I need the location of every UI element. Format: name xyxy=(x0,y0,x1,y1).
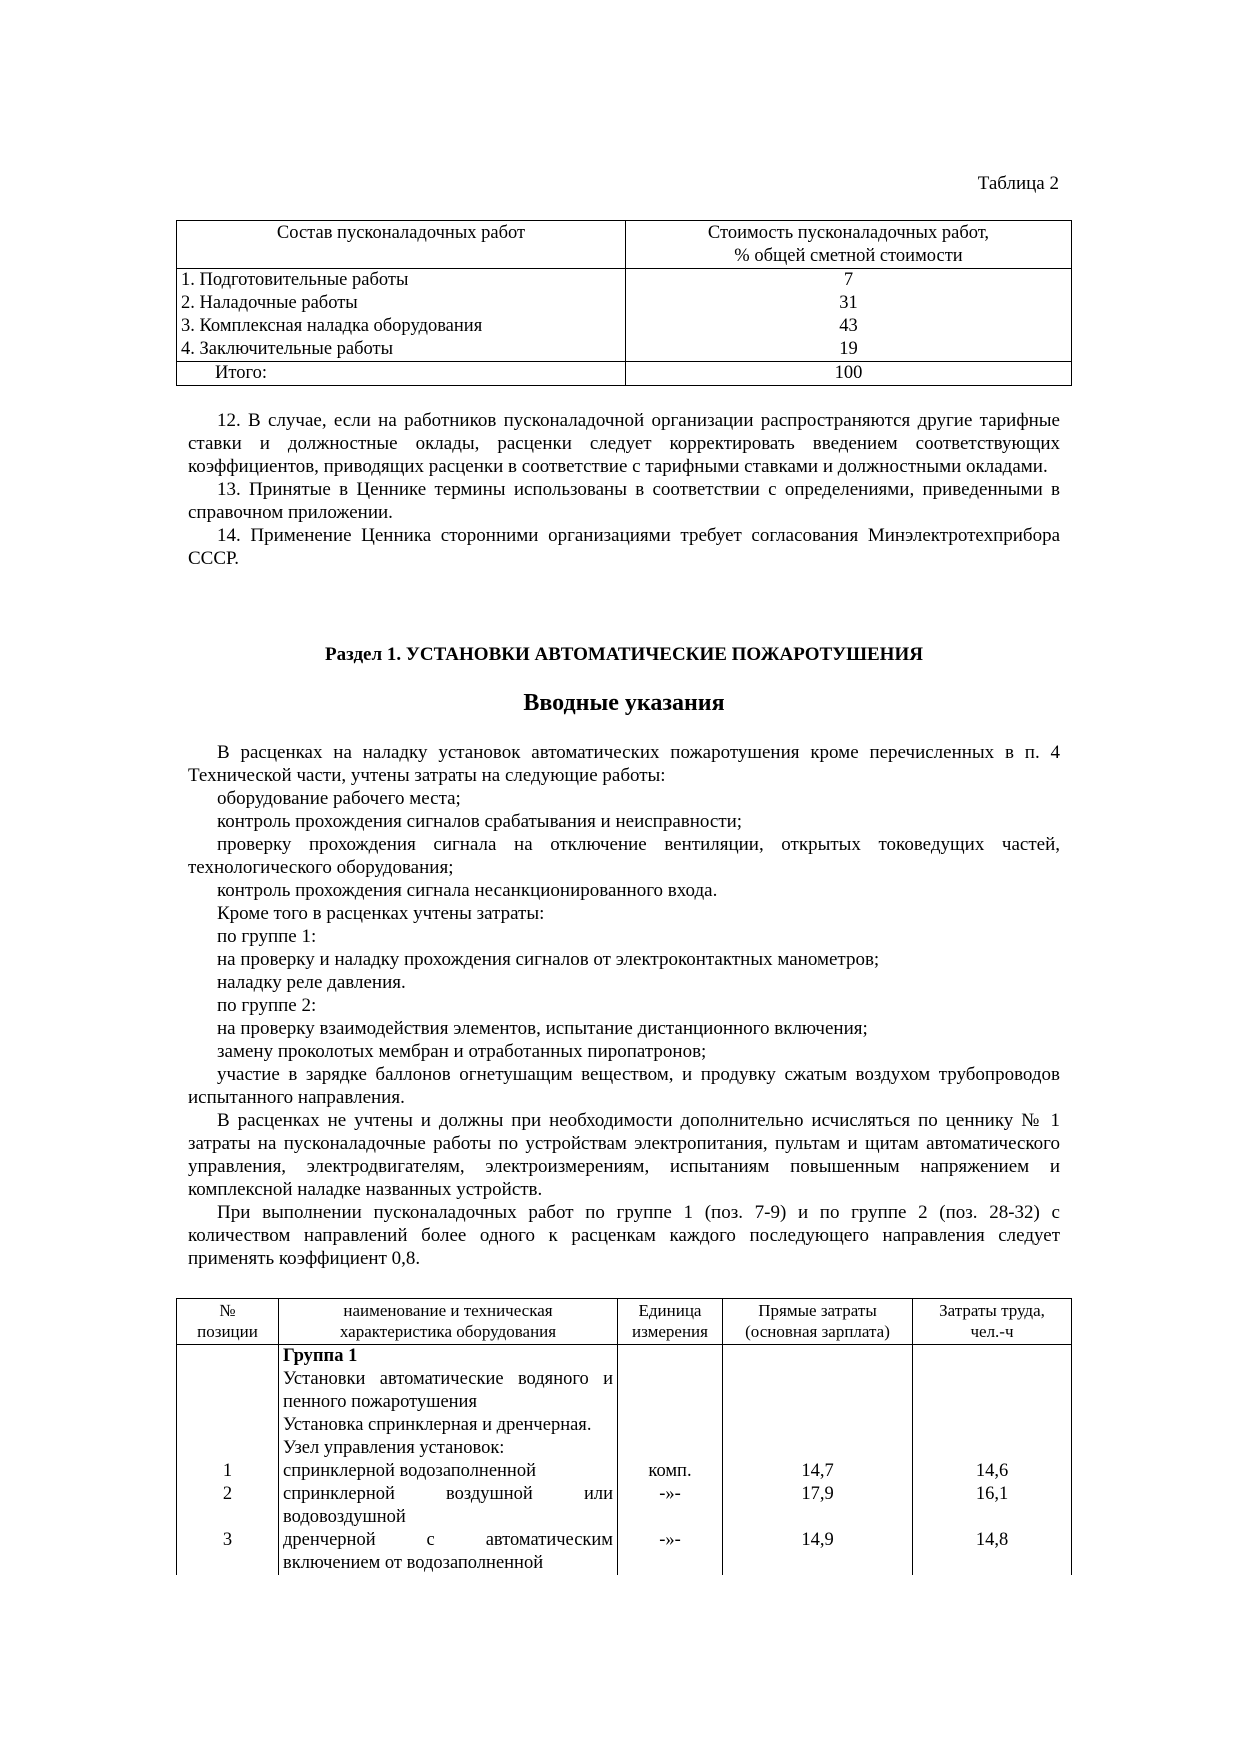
group-line: Узел управления установок: xyxy=(283,1438,505,1458)
header-labor-line2: чел.-ч xyxy=(970,1322,1014,1341)
row-name: спринклерной водозаполненной xyxy=(279,1460,618,1483)
row-name: дренчерной с автоматическим включением от водозаполненной xyxy=(279,1529,618,1575)
table-row xyxy=(177,292,1072,315)
intro-paragraph: по группе 2: xyxy=(217,995,317,1016)
table-row xyxy=(177,338,1072,362)
row-label: 4. Заключительные работы xyxy=(177,338,626,362)
price-table xyxy=(176,1298,1072,1575)
row-label: 1. Подготовительные работы xyxy=(177,269,626,293)
row-value: 7 xyxy=(626,269,1072,293)
intro-paragraph: контроль прохождения сигналов срабатывания и неисправности; xyxy=(217,811,743,832)
row-labor-costs: 14,6 xyxy=(913,1460,1072,1483)
price-table-header xyxy=(177,1299,1072,1345)
table-row xyxy=(177,1529,1072,1575)
section-heading: Раздел 1. УСТАНОВКИ АВТОМАТИЧЕСКИЕ ПОЖАРОТУШЕНИЯ xyxy=(325,644,923,665)
row-position: 1 xyxy=(177,1460,279,1483)
group-title: Группа 1 xyxy=(283,1346,358,1366)
introductory-notes xyxy=(188,741,1060,1270)
row-position: 3 xyxy=(177,1529,279,1575)
intro-paragraph: оборудование рабочего места; xyxy=(217,788,461,809)
header-cost-share-line1: Стоимость пусконаладочных работ, xyxy=(707,223,990,243)
intro-paragraph: проверку прохождения сигнала на отключение вентиляции, открытых токоведущих частей, технологического оборудования; xyxy=(188,834,1060,878)
cost-structure-table xyxy=(176,220,1072,386)
intro-paragraph: замену проколотых мембран и отработанных пиропатронов; xyxy=(217,1041,707,1062)
header-position-line2: позиции xyxy=(197,1322,258,1341)
table-row xyxy=(177,315,1072,338)
header-works-composition: Состав пусконаладочных работ xyxy=(177,221,626,269)
header-direct-costs xyxy=(723,1299,913,1345)
table-caption: Таблица 2 xyxy=(977,173,1059,194)
row-direct-costs: 14,7 xyxy=(723,1460,913,1483)
row-value: 31 xyxy=(626,292,1072,315)
header-unit-line2: измерения xyxy=(632,1322,708,1341)
paragraph: 14. Применение Ценника сторонними организациями требует согласования Минэлектротехприбора СССР. xyxy=(188,525,1060,569)
header-position xyxy=(177,1299,279,1345)
row-unit: комп. xyxy=(618,1460,723,1483)
row-unit: -»- xyxy=(618,1483,723,1529)
row-value: 19 xyxy=(626,338,1072,362)
paragraph: 13. Принятые в Ценнике термины использованы в соответствии с определениями, приведенными в справочном приложении. xyxy=(188,479,1060,523)
group-line: Установка спринклерная и дренчерная. xyxy=(283,1415,592,1435)
group-line: Установки автоматические водяного и пенного пожаротушения xyxy=(283,1369,613,1412)
header-name-line1: наименование и техническая xyxy=(343,1301,553,1320)
intro-paragraph: В расценках на наладку установок автоматических пожаротушения кроме перечисленных в п. 4 Технической части, учтены затраты на следующие работы: xyxy=(188,742,1060,786)
header-labor-costs xyxy=(913,1299,1072,1345)
row-label: 2. Наладочные работы xyxy=(177,292,626,315)
header-name xyxy=(279,1299,618,1345)
intro-paragraph: Кроме того в расценках учтены затраты: xyxy=(217,903,545,924)
intro-paragraph: наладку реле давления. xyxy=(217,972,406,993)
intro-paragraph: на проверку и наладку прохождения сигналов от электроконтактных манометров; xyxy=(217,949,880,970)
header-labor-line1: Затраты труда, xyxy=(939,1301,1045,1320)
total-label: Итого: xyxy=(177,362,626,386)
row-direct-costs: 17,9 xyxy=(723,1483,913,1529)
row-labor-costs: 16,1 xyxy=(913,1483,1072,1529)
total-value: 100 xyxy=(626,362,1072,386)
row-value: 43 xyxy=(626,315,1072,338)
header-cost-share-line2: % общей сметной стоимости xyxy=(734,246,963,266)
table-row xyxy=(177,269,1072,293)
table-total-row xyxy=(177,362,1072,386)
general-provisions xyxy=(188,409,1060,570)
table-row xyxy=(177,1483,1072,1529)
row-position: 2 xyxy=(177,1483,279,1529)
header-direct-line1: Прямые затраты xyxy=(758,1301,877,1320)
table-row xyxy=(177,1460,1072,1483)
table-header-row xyxy=(177,221,1072,269)
subheading: Вводные указания xyxy=(523,690,725,716)
intro-paragraph: участие в зарядке баллонов огнетушащим веществом, и продувку сжатым воздухом трубопроводов испытанного направления. xyxy=(188,1064,1060,1108)
intro-paragraph: В расценках не учтены и должны при необходимости дополнительно исчисляться по ценнику № 1 затраты на пусконаладочные работы по устройствам электропитания, пультам и щитам автоматического управления, электродвигателям, электроизмерениям, испытаниям повышенным напряжением и комплексной наладке названных устройств. xyxy=(188,1110,1060,1200)
header-name-line2: характеристика оборудования xyxy=(339,1322,557,1341)
intro-paragraph: При выполнении пусконаладочных работ по группе 1 (поз. 7-9) и по группе 2 (поз. 28-32) с количеством направлений более одного к расценкам каждого последующего направления следует применять коэффициент 0,8. xyxy=(188,1202,1060,1269)
row-name: спринклерной воздушной или водовоздушной xyxy=(279,1483,618,1529)
header-direct-line2: (основная зарплата) xyxy=(745,1322,890,1341)
intro-paragraph: на проверку взаимодействия элементов, испытание дистанционного включения; xyxy=(217,1018,868,1039)
header-unit xyxy=(618,1299,723,1345)
intro-paragraph: контроль прохождения сигнала несанкционированного входа. xyxy=(217,880,718,901)
paragraph: 12. В случае, если на работников пусконаладочной организации распространяются другие тарифные ставки и должностные оклады, расценки следует корректировать введением соответствующих коэффициентов, приводящих расценки в соответствие с тарифными ставками и должностными окладами. xyxy=(188,410,1060,477)
group-row xyxy=(177,1345,1072,1461)
header-cost-share xyxy=(626,221,1072,269)
row-unit: -»- xyxy=(618,1529,723,1575)
group-description xyxy=(279,1345,618,1461)
row-direct-costs: 14,9 xyxy=(723,1529,913,1575)
row-label: 3. Комплексная наладка оборудования xyxy=(177,315,626,338)
header-unit-line1: Единица xyxy=(638,1301,702,1320)
intro-paragraph: по группе 1: xyxy=(217,926,317,947)
header-position-line1: № xyxy=(219,1301,236,1320)
row-labor-costs: 14,8 xyxy=(913,1529,1072,1575)
